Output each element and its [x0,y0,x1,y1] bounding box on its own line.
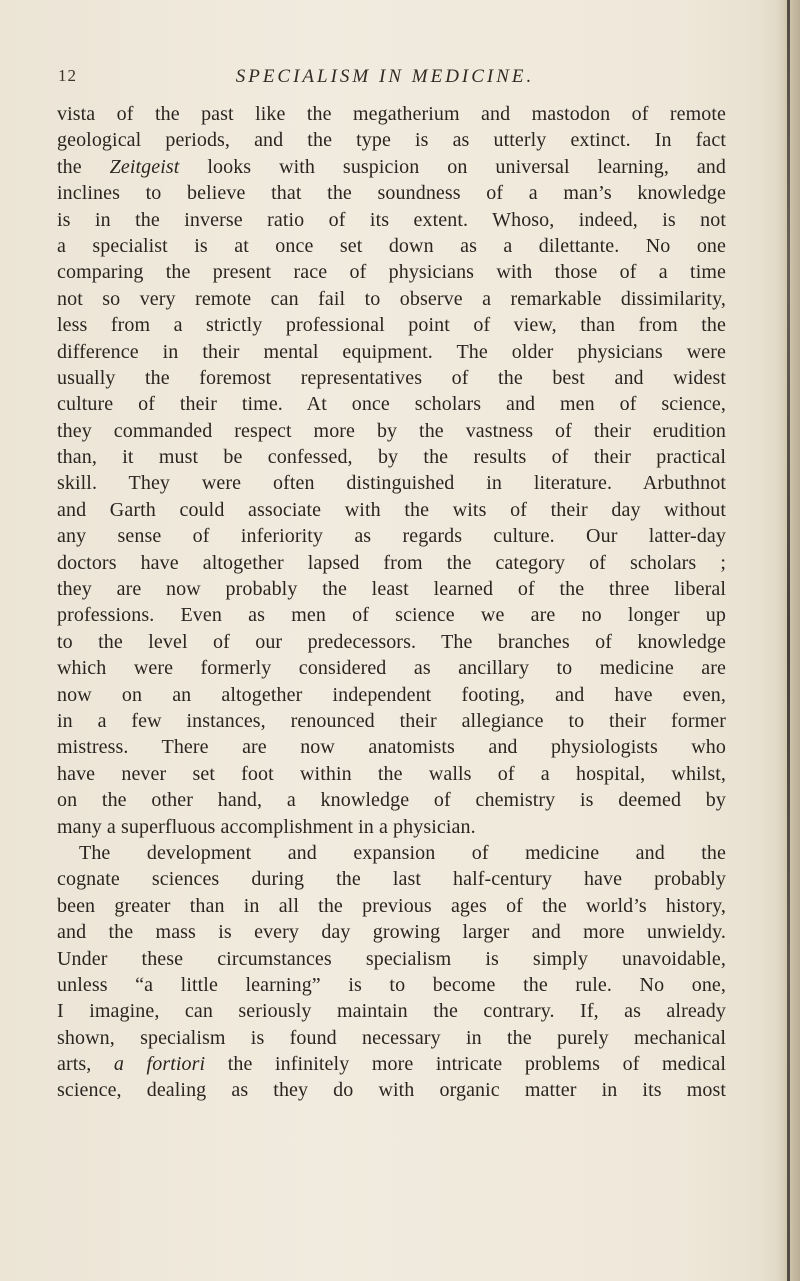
body-text [57,101,726,1104]
text-line: and Garth could associate with the wits of their day without [57,498,726,521]
text-line: which were formerly considered as ancillary to medicine are [57,657,726,680]
text-line: usually the foremost representatives of the best and widest [57,366,726,389]
text-line: cognate sciences during the last half-century have probably [57,868,726,891]
text-line: not so very remote can fail to observe a remarkable dissimilarity, [57,287,726,310]
text-line: The development and expansion of medicine and the [79,841,726,864]
text-line: and the mass is every day growing larger and more unwieldy. [57,921,726,944]
text-line: any sense of inferiority as regards culture. Our latter-day [57,525,726,548]
text-line: they are now probably the least learned of the three liberal [57,578,726,601]
text-line: unless “a little learning” is to become the rule. No one, [57,973,726,996]
running-head: SPECIALISM IN MEDICINE. [235,66,535,87]
page-gutter-shadow [762,0,800,1281]
text-line: been greater than in all the previous ages of the world’s history, [57,894,726,917]
text-line: doctors have altogether lapsed from the category of scholars ; [57,551,726,574]
text-line-segment: looks with suspicion on universal learning, and [179,155,726,178]
text-line: to the level of our predecessors. The branches of knowledge [57,630,726,653]
page-number: 12 [58,66,77,85]
text-line [57,1051,726,1077]
text-line: inclines to believe that the soundness of a man’s knowledge [57,182,726,205]
text-line: comparing the present race of physicians with those of a time [57,261,726,284]
italic-term: Zeitgeist [109,155,180,178]
text-line: culture of their time. At once scholars and men of science, [57,393,726,416]
text-line: a specialist is at once set down as a dilettante. No one [57,234,726,257]
text-line-segment: arts, [57,1053,114,1076]
text-line: vista of the past like the megatherium and mastodon of remote [57,103,726,125]
text-line: now on an altogether independent footing, and have even, [57,683,726,706]
text-line: is in the inverse ratio of its extent. Whoso, indeed, is not [57,208,726,231]
binding-edge [787,0,790,1281]
text-line: science, dealing as they do with organic matter in its most [57,1079,726,1102]
text-line [57,154,726,180]
page-header [40,66,730,92]
text-line: on the other hand, a knowledge of chemistry is deemed by [57,789,726,812]
text-line: mistress. There are now anatomists and physiologists who [57,736,726,759]
text-line: than, it must be confessed, by the results of their practical [57,446,726,469]
text-line: professions. Even as men of science we are no longer up [57,604,726,627]
text-line: in a few instances, renounced their allegiance to their former [57,709,726,732]
text-line: I imagine, can seriously maintain the contrary. If, as already [57,1000,726,1023]
text-line: geological periods, and the type is as utterly extinct. In fact [57,129,726,152]
text-line-segment: the infinitely more intricate problems of medical [205,1053,726,1076]
text-line: difference in their mental equipment. The older physicians were [57,340,726,363]
text-line: many a superfluous accomplishment in a physician. [57,815,476,838]
text-line: less from a strictly professional point of view, than from the [57,314,726,337]
text-line: Under these circumstances specialism is simply unavoidable, [57,947,726,970]
text-line-segment: the [57,155,110,178]
italic-term: a fortiori [113,1053,206,1076]
text-line: they commanded respect more by the vastness of their erudition [57,419,726,442]
text-line: shown, specialism is found necessary in the purely mechanical [57,1026,726,1049]
text-line: skill. They were often distinguished in literature. Arbuthnot [57,472,726,495]
text-line: have never set foot within the walls of a hospital, whilst, [57,762,726,785]
